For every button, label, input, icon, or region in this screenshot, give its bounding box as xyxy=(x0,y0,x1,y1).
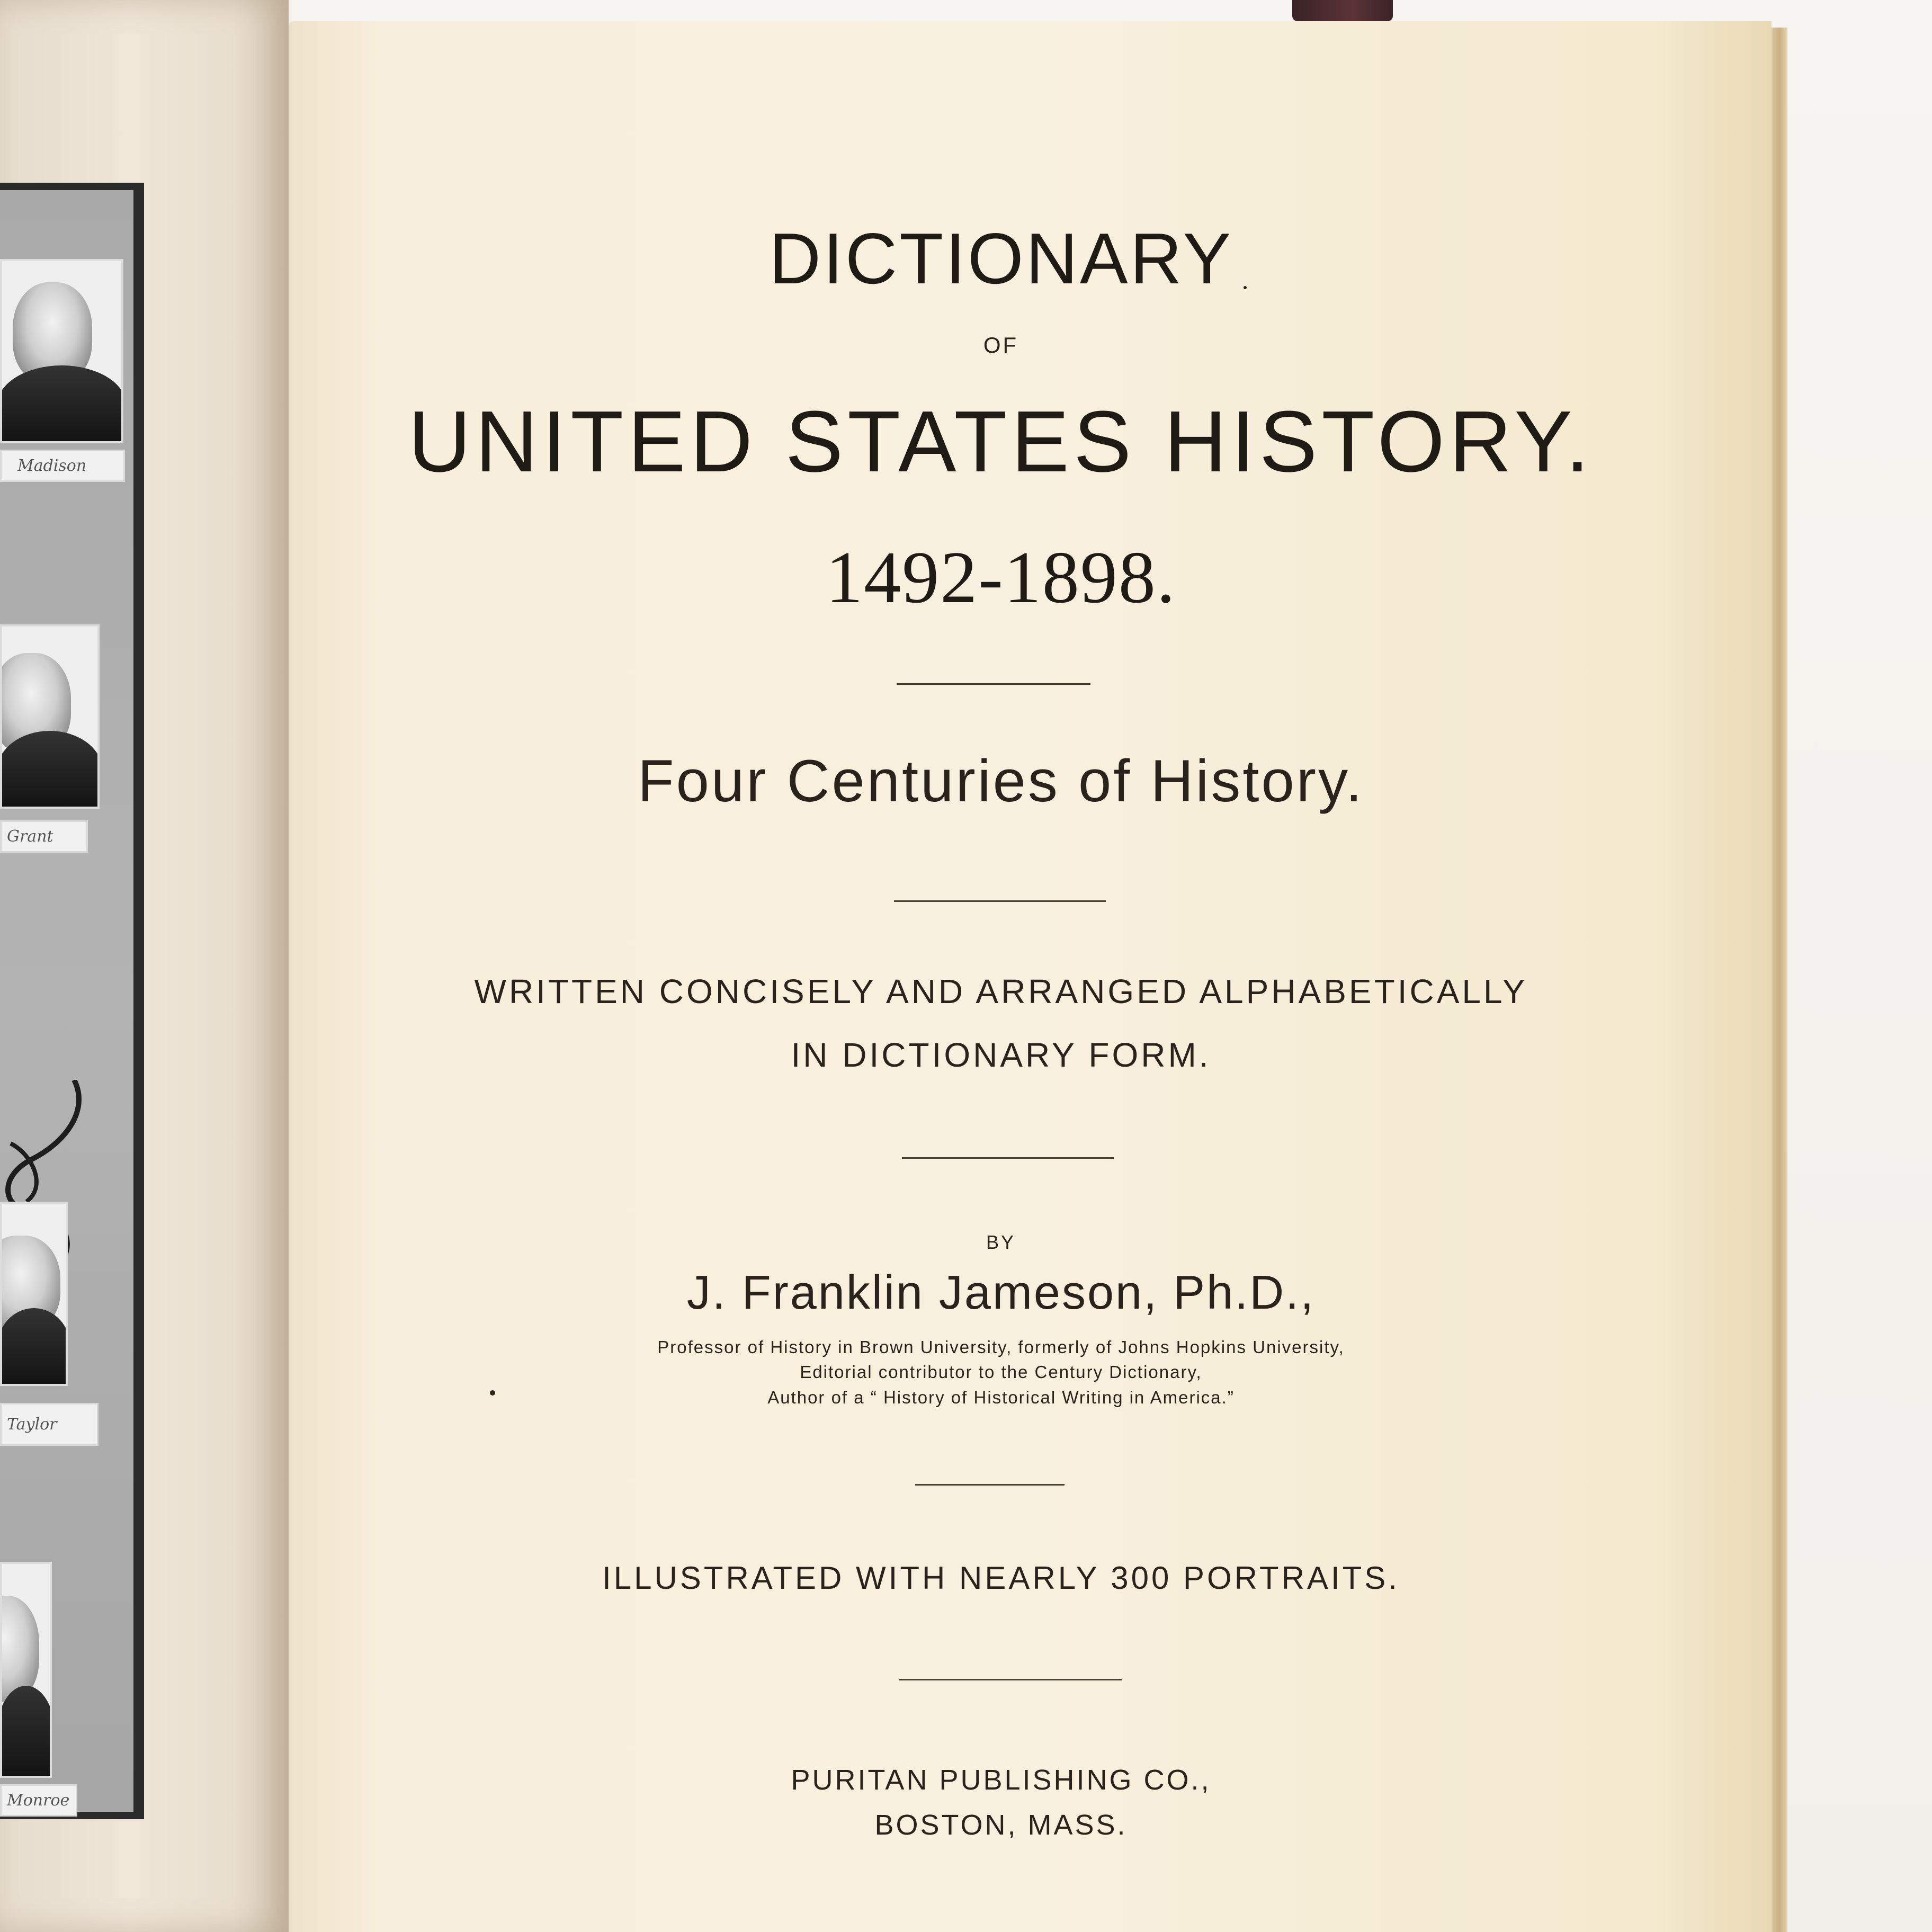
author-credential-1: Professor of History in Brown University, formerly of Johns Hopkins University, xyxy=(657,1337,1345,1357)
divider-rule-4 xyxy=(915,1484,1065,1486)
page-edges xyxy=(1772,28,1787,1932)
ink-speck xyxy=(490,1390,495,1396)
frontispiece-plate xyxy=(0,183,144,1819)
description-line-2: IN DICTIONARY FORM. xyxy=(791,1036,1211,1074)
signature-monroe: Monroe xyxy=(0,1784,77,1817)
portrait-taylor xyxy=(0,1202,68,1386)
illustrated-note: ILLUSTRATED WITH NEARLY 300 PORTRAITS. xyxy=(602,1560,1400,1596)
title-dictionary: DICTIONARY xyxy=(768,218,1233,299)
signature-grant: Grant xyxy=(0,820,88,853)
portrait-grant xyxy=(0,624,100,809)
title-of: OF xyxy=(983,333,1019,357)
ink-speck xyxy=(1244,286,1247,289)
left-page xyxy=(0,0,289,1932)
divider-rule-5 xyxy=(899,1679,1122,1680)
publisher-city: BOSTON, MASS. xyxy=(874,1809,1128,1841)
author-credential-2: Editorial contributor to the Century Dictionary, xyxy=(800,1362,1202,1382)
publisher-name: PURITAN PUBLISHING CO., xyxy=(791,1764,1211,1796)
subtitle: Four Centuries of History. xyxy=(638,748,1364,814)
portrait-madison xyxy=(0,259,123,443)
divider-rule-3 xyxy=(902,1157,1114,1159)
author-credential-3: Author of a “ History of Historical Writing in America.” xyxy=(767,1388,1235,1407)
title-united-states-history: UNITED STATES HISTORY. xyxy=(408,393,1594,490)
title-years: 1492-1898. xyxy=(826,536,1176,619)
divider-rule-1 xyxy=(897,683,1090,685)
signature-madison: Madison xyxy=(0,450,125,482)
divider-rule-2 xyxy=(894,900,1106,902)
by-label: BY xyxy=(986,1231,1016,1253)
portrait-monroe xyxy=(0,1562,52,1778)
frontispiece-plate-inner xyxy=(0,190,133,1812)
signature-taylor: Taylor xyxy=(0,1403,99,1446)
book-cover-edge-top xyxy=(1292,0,1393,21)
description-line-1: WRITTEN CONCISELY AND ARRANGED ALPHABETICALLY xyxy=(474,972,1528,1010)
author-name: J. Franklin Jameson, Ph.D., xyxy=(686,1266,1316,1319)
